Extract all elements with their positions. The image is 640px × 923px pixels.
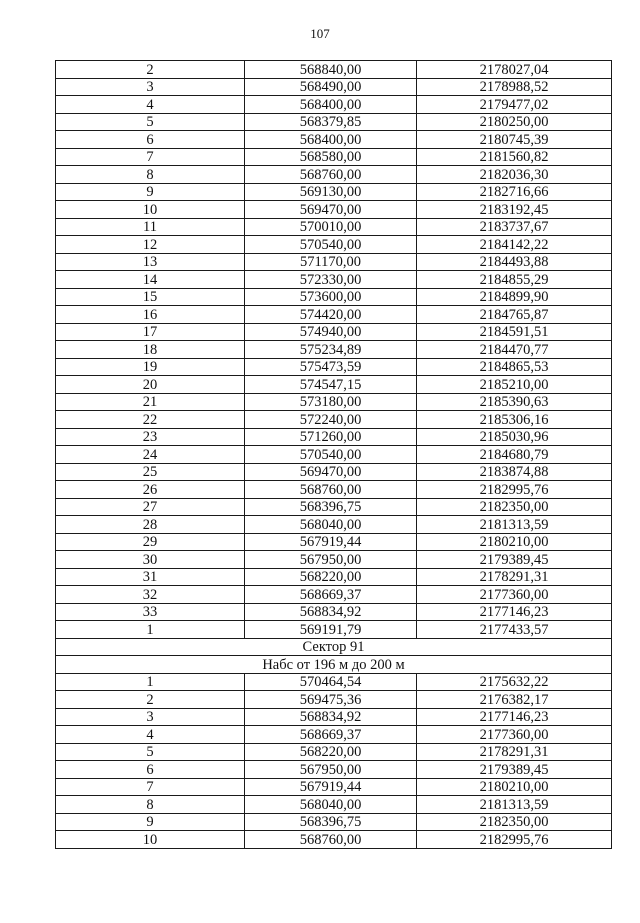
- y-coordinate-cell: 2185210,00: [417, 376, 612, 394]
- y-coordinate-cell: 2181313,59: [417, 516, 612, 534]
- point-number-cell: 16: [56, 306, 245, 324]
- x-coordinate-cell: 568220,00: [245, 743, 417, 761]
- point-number-cell: 14: [56, 271, 245, 289]
- x-coordinate-cell: 572330,00: [245, 271, 417, 289]
- y-coordinate-cell: 2180745,39: [417, 131, 612, 149]
- table-row: [56, 288, 612, 306]
- table-row: [56, 428, 612, 446]
- table-row: [56, 218, 612, 236]
- table-row: [56, 271, 612, 289]
- x-coordinate-cell: 568760,00: [245, 831, 417, 849]
- point-number-cell: 3: [56, 708, 245, 726]
- point-number-cell: 4: [56, 96, 245, 114]
- y-coordinate-cell: 2178291,31: [417, 743, 612, 761]
- table-row: [56, 831, 612, 849]
- x-coordinate-cell: 569470,00: [245, 463, 417, 481]
- y-coordinate-cell: 2182716,66: [417, 183, 612, 201]
- y-coordinate-cell: 2184470,77: [417, 341, 612, 359]
- y-coordinate-cell: 2184142,22: [417, 236, 612, 254]
- table-row: [56, 393, 612, 411]
- y-coordinate-cell: 2179477,02: [417, 96, 612, 114]
- section-header-row: [56, 656, 612, 674]
- table-row: [56, 463, 612, 481]
- table-row: [56, 78, 612, 96]
- x-coordinate-cell: 570540,00: [245, 446, 417, 464]
- point-number-cell: 2: [56, 61, 245, 79]
- point-number-cell: 6: [56, 131, 245, 149]
- point-number-cell: 30: [56, 551, 245, 569]
- y-coordinate-cell: 2183874,88: [417, 463, 612, 481]
- point-number-cell: 21: [56, 393, 245, 411]
- y-coordinate-cell: 2177146,23: [417, 708, 612, 726]
- x-coordinate-cell: 568396,75: [245, 498, 417, 516]
- x-coordinate-cell: 568834,92: [245, 708, 417, 726]
- y-coordinate-cell: 2185030,96: [417, 428, 612, 446]
- y-coordinate-cell: 2184855,29: [417, 271, 612, 289]
- table-row: [56, 341, 612, 359]
- point-number-cell: 25: [56, 463, 245, 481]
- table-row: [56, 411, 612, 429]
- y-coordinate-cell: 2177360,00: [417, 586, 612, 604]
- table-row: [56, 516, 612, 534]
- table-row: [56, 691, 612, 709]
- table-row: [56, 743, 612, 761]
- x-coordinate-cell: 570540,00: [245, 236, 417, 254]
- point-number-cell: 1: [56, 673, 245, 691]
- y-coordinate-cell: 2182350,00: [417, 813, 612, 831]
- x-coordinate-cell: 568220,00: [245, 568, 417, 586]
- point-number-cell: 23: [56, 428, 245, 446]
- x-coordinate-cell: 571260,00: [245, 428, 417, 446]
- table-row: [56, 376, 612, 394]
- section-header: Набс от 196 м до 200 м: [56, 656, 612, 674]
- section-header: Сектор 91: [56, 638, 612, 656]
- point-number-cell: 11: [56, 218, 245, 236]
- coordinates-table-body: [56, 61, 612, 849]
- point-number-cell: 10: [56, 831, 245, 849]
- point-number-cell: 20: [56, 376, 245, 394]
- point-number-cell: 6: [56, 761, 245, 779]
- x-coordinate-cell: 568379,85: [245, 113, 417, 131]
- table-row: [56, 96, 612, 114]
- point-number-cell: 31: [56, 568, 245, 586]
- table-row: [56, 148, 612, 166]
- table-row: [56, 481, 612, 499]
- point-number-cell: 9: [56, 813, 245, 831]
- x-coordinate-cell: 571170,00: [245, 253, 417, 271]
- table-row: [56, 166, 612, 184]
- table-row: [56, 533, 612, 551]
- y-coordinate-cell: 2178988,52: [417, 78, 612, 96]
- x-coordinate-cell: 569475,36: [245, 691, 417, 709]
- y-coordinate-cell: 2182036,30: [417, 166, 612, 184]
- x-coordinate-cell: 568400,00: [245, 131, 417, 149]
- coordinates-table: [55, 60, 612, 849]
- x-coordinate-cell: 568040,00: [245, 516, 417, 534]
- y-coordinate-cell: 2180210,00: [417, 533, 612, 551]
- y-coordinate-cell: 2185390,63: [417, 393, 612, 411]
- page-number: 107: [310, 26, 330, 41]
- table-row: [56, 708, 612, 726]
- point-number-cell: 9: [56, 183, 245, 201]
- section-header-row: [56, 638, 612, 656]
- x-coordinate-cell: 567919,44: [245, 533, 417, 551]
- table-row: [56, 673, 612, 691]
- x-coordinate-cell: 569191,79: [245, 621, 417, 639]
- y-coordinate-cell: 2183192,45: [417, 201, 612, 219]
- y-coordinate-cell: 2179389,45: [417, 761, 612, 779]
- point-number-cell: 7: [56, 778, 245, 796]
- point-number-cell: 5: [56, 743, 245, 761]
- table-row: [56, 603, 612, 621]
- y-coordinate-cell: 2184493,88: [417, 253, 612, 271]
- y-coordinate-cell: 2176382,17: [417, 691, 612, 709]
- x-coordinate-cell: 568669,37: [245, 586, 417, 604]
- x-coordinate-cell: 570010,00: [245, 218, 417, 236]
- table-row: [56, 568, 612, 586]
- y-coordinate-cell: 2178291,31: [417, 568, 612, 586]
- x-coordinate-cell: 568760,00: [245, 481, 417, 499]
- y-coordinate-cell: 2181560,82: [417, 148, 612, 166]
- table-row: [56, 726, 612, 744]
- table-row: [56, 61, 612, 79]
- point-number-cell: 3: [56, 78, 245, 96]
- y-coordinate-cell: 2184591,51: [417, 323, 612, 341]
- x-coordinate-cell: 568669,37: [245, 726, 417, 744]
- x-coordinate-cell: 570464,54: [245, 673, 417, 691]
- table-row: [56, 113, 612, 131]
- table-row: [56, 131, 612, 149]
- x-coordinate-cell: 572240,00: [245, 411, 417, 429]
- point-number-cell: 13: [56, 253, 245, 271]
- x-coordinate-cell: 574547,15: [245, 376, 417, 394]
- y-coordinate-cell: 2182995,76: [417, 831, 612, 849]
- y-coordinate-cell: 2177146,23: [417, 603, 612, 621]
- y-coordinate-cell: 2175632,22: [417, 673, 612, 691]
- point-number-cell: 28: [56, 516, 245, 534]
- table-row: [56, 621, 612, 639]
- table-row: [56, 201, 612, 219]
- x-coordinate-cell: 568760,00: [245, 166, 417, 184]
- point-number-cell: 15: [56, 288, 245, 306]
- point-number-cell: 24: [56, 446, 245, 464]
- point-number-cell: 32: [56, 586, 245, 604]
- table-row: [56, 253, 612, 271]
- x-coordinate-cell: 567950,00: [245, 761, 417, 779]
- x-coordinate-cell: 575473,59: [245, 358, 417, 376]
- x-coordinate-cell: 568834,92: [245, 603, 417, 621]
- y-coordinate-cell: 2184765,87: [417, 306, 612, 324]
- x-coordinate-cell: 568396,75: [245, 813, 417, 831]
- table-row: [56, 551, 612, 569]
- x-coordinate-cell: 567919,44: [245, 778, 417, 796]
- table-row: [56, 761, 612, 779]
- x-coordinate-cell: 568840,00: [245, 61, 417, 79]
- point-number-cell: 18: [56, 341, 245, 359]
- y-coordinate-cell: 2184899,90: [417, 288, 612, 306]
- point-number-cell: 17: [56, 323, 245, 341]
- point-number-cell: 29: [56, 533, 245, 551]
- x-coordinate-cell: 575234,89: [245, 341, 417, 359]
- x-coordinate-cell: 568490,00: [245, 78, 417, 96]
- table-row: [56, 813, 612, 831]
- point-number-cell: 10: [56, 201, 245, 219]
- x-coordinate-cell: 568400,00: [245, 96, 417, 114]
- y-coordinate-cell: 2185306,16: [417, 411, 612, 429]
- table-row: [56, 323, 612, 341]
- y-coordinate-cell: 2178027,04: [417, 61, 612, 79]
- y-coordinate-cell: 2177433,57: [417, 621, 612, 639]
- table-row: [56, 306, 612, 324]
- point-number-cell: 33: [56, 603, 245, 621]
- x-coordinate-cell: 574940,00: [245, 323, 417, 341]
- x-coordinate-cell: 567950,00: [245, 551, 417, 569]
- x-coordinate-cell: 573600,00: [245, 288, 417, 306]
- y-coordinate-cell: 2181313,59: [417, 796, 612, 814]
- x-coordinate-cell: 574420,00: [245, 306, 417, 324]
- table-row: [56, 358, 612, 376]
- y-coordinate-cell: 2183737,67: [417, 218, 612, 236]
- point-number-cell: 27: [56, 498, 245, 516]
- y-coordinate-cell: 2179389,45: [417, 551, 612, 569]
- point-number-cell: 5: [56, 113, 245, 131]
- point-number-cell: 26: [56, 481, 245, 499]
- y-coordinate-cell: 2180210,00: [417, 778, 612, 796]
- table-row: [56, 586, 612, 604]
- point-number-cell: 8: [56, 796, 245, 814]
- point-number-cell: 22: [56, 411, 245, 429]
- table-row: [56, 446, 612, 464]
- point-number-cell: 8: [56, 166, 245, 184]
- y-coordinate-cell: 2184680,79: [417, 446, 612, 464]
- table-row: [56, 498, 612, 516]
- table-row: [56, 796, 612, 814]
- x-coordinate-cell: 569470,00: [245, 201, 417, 219]
- y-coordinate-cell: 2182350,00: [417, 498, 612, 516]
- point-number-cell: 4: [56, 726, 245, 744]
- y-coordinate-cell: 2177360,00: [417, 726, 612, 744]
- x-coordinate-cell: 573180,00: [245, 393, 417, 411]
- point-number-cell: 7: [56, 148, 245, 166]
- x-coordinate-cell: 568580,00: [245, 148, 417, 166]
- table-row: [56, 778, 612, 796]
- point-number-cell: 12: [56, 236, 245, 254]
- point-number-cell: 1: [56, 621, 245, 639]
- table-row: [56, 236, 612, 254]
- y-coordinate-cell: 2182995,76: [417, 481, 612, 499]
- y-coordinate-cell: 2184865,53: [417, 358, 612, 376]
- x-coordinate-cell: 569130,00: [245, 183, 417, 201]
- point-number-cell: 2: [56, 691, 245, 709]
- point-number-cell: 19: [56, 358, 245, 376]
- table-row: [56, 183, 612, 201]
- y-coordinate-cell: 2180250,00: [417, 113, 612, 131]
- x-coordinate-cell: 568040,00: [245, 796, 417, 814]
